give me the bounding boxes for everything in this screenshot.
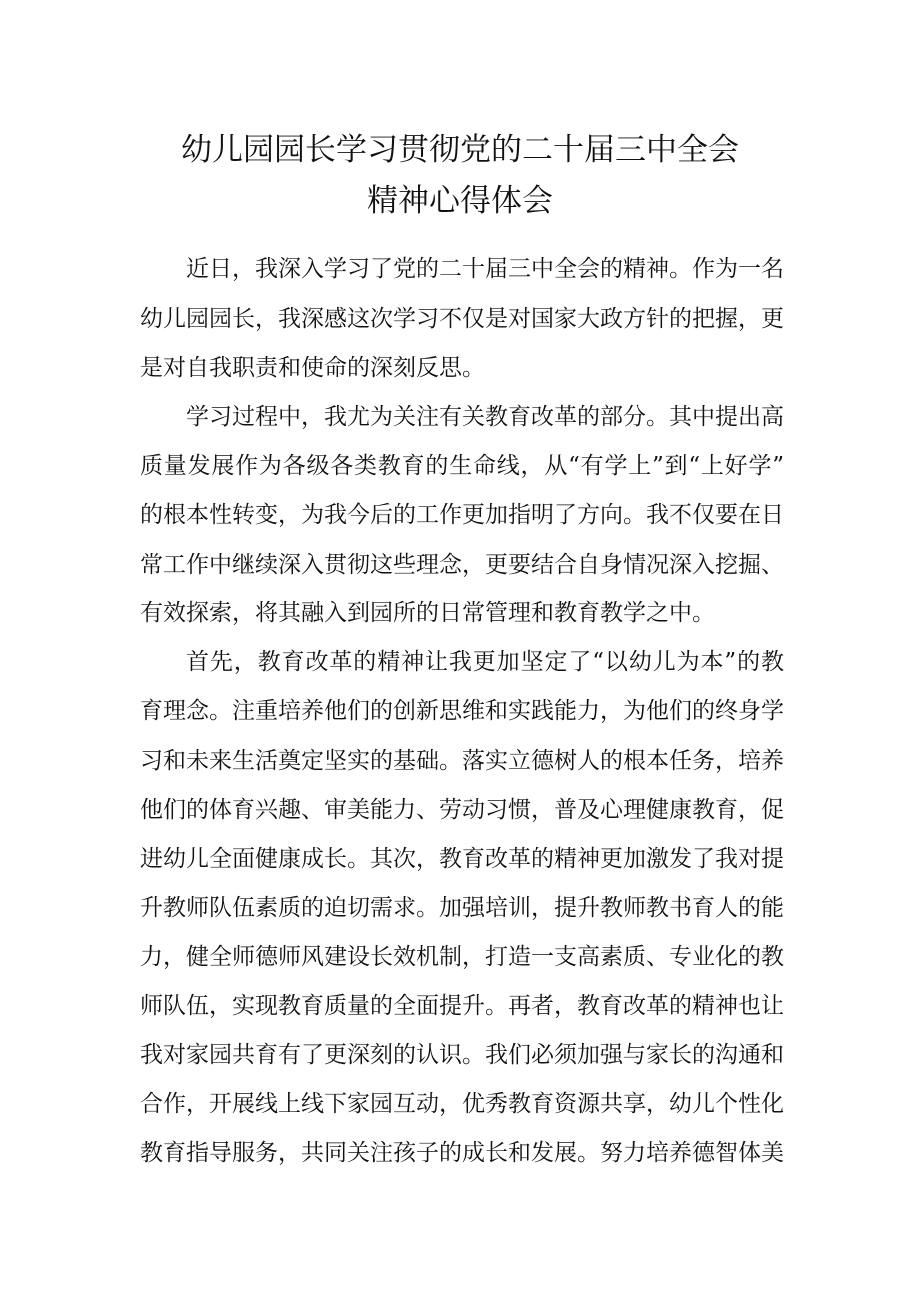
paragraph-1-line-3: 是对自我职责和使命的深刻反思。 [140,355,485,381]
paragraph-1-line-1: 近日，我深入学习了党的二十届三中全会的精神。作为一名 [186,256,784,282]
paragraph-3-line-8: 师队伍，实现教育质量的全面提升。再者，教育改革的精神也让 [140,993,784,1019]
paragraph-2-line-5: 有效探索，将其融入到园所的日常管理和教育教学之中。 [140,600,715,626]
paragraph-3-line-9: 我对家园共育有了更深刻的认识。我们必须加强与家长的沟通和 [140,1042,784,1068]
paragraph-3-line-2: 育理念。注重培养他们的创新思维和实践能力，为他们的终身学 [140,698,784,724]
paragraph-2-line-1: 学习过程中，我尤为关注有关教育改革的部分。其中提出高 [186,404,784,430]
paragraph-3-line-10: 合作，开展线上线下家园互动，优秀教育资源共享，幼儿个性化 [140,1091,784,1117]
paragraph-3-line-5: 进幼儿全面健康成长。其次，教育改革的精神更加激发了我对提 [140,846,784,872]
paragraph-3-line-6: 升教师队伍素质的迫切需求。加强培训，提升教师教书育人的能 [140,895,784,921]
paragraph-2-line-3: 的根本性转变，为我今后的工作更加指明了方向。我不仅要在日 [140,502,784,528]
paragraph-3-line-7: 力，健全师德师风建设长效机制，打造一支高素质、专业化的教 [140,944,784,970]
paragraph-3-line-1: 首先，教育改革的精神让我更加坚定了“以幼儿为本”的教 [186,649,784,675]
title-line-2: 精神心得体会 [367,183,553,219]
paragraph-1-line-2: 幼儿园园长，我深感这次学习不仅是对国家大政方针的把握，更 [140,306,784,332]
paragraph-2-line-4: 常工作中继续深入贯彻这些理念，更要结合自身情况深入挖掘、 [140,552,784,578]
paragraph-2-line-2: 质量发展作为各级各类教育的生命线，从“有学上”到“上好学” [140,453,784,479]
paragraph-3-line-4: 他们的体育兴趣、审美能力、劳动习惯，普及心理健康教育，促 [140,797,784,823]
paragraph-3-line-11: 教育指导服务，共同关注孩子的成长和发展。努力培养德智体美 [140,1140,784,1166]
paragraph-3-line-3: 习和未来生活奠定坚实的基础。落实立德树人的根本任务，培养 [140,748,784,774]
title-line-1: 幼儿园园长学习贯彻党的二十届三中全会 [181,132,739,168]
